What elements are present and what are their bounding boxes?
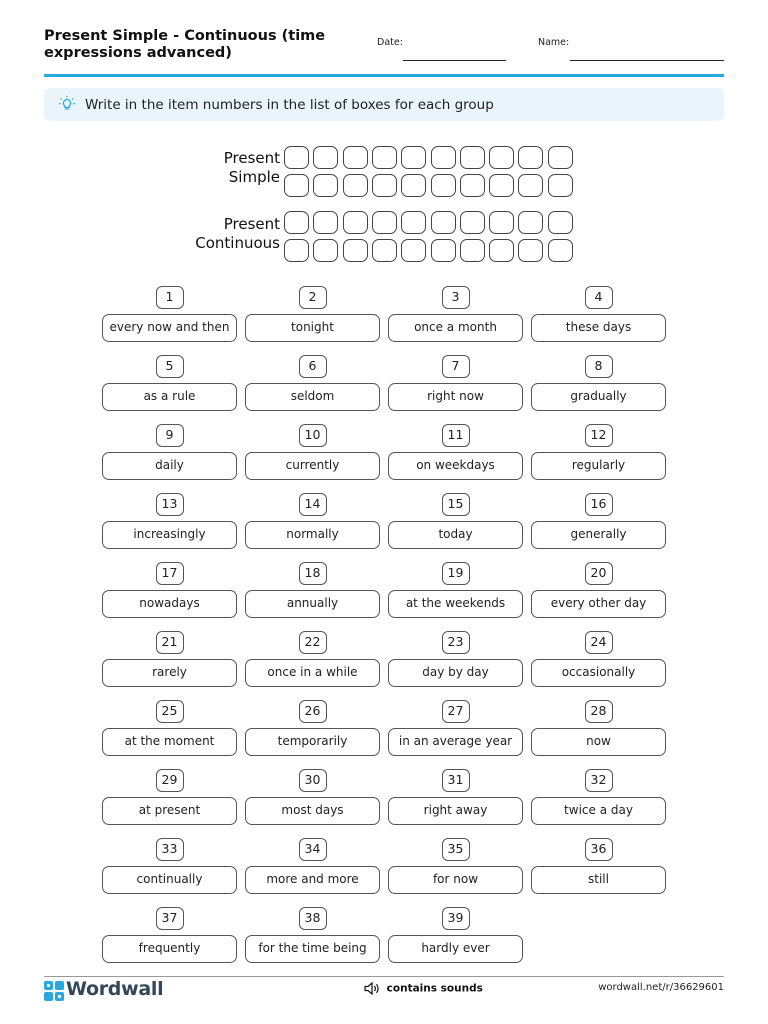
answer-box[interactable] xyxy=(401,174,426,197)
item-card[interactable]: daily xyxy=(102,452,237,480)
answer-box[interactable] xyxy=(460,239,485,262)
item-card[interactable]: for the time being xyxy=(245,935,380,963)
item-number: 18 xyxy=(299,562,327,585)
item-number: 7 xyxy=(442,355,470,378)
wordwall-logo xyxy=(44,978,164,1003)
item-number: 35 xyxy=(442,838,470,861)
item-card[interactable]: today xyxy=(388,521,523,549)
wordwall-logo-icon xyxy=(44,981,64,1001)
item-card[interactable]: currently xyxy=(245,452,380,480)
answer-box[interactable] xyxy=(313,211,338,234)
answer-box[interactable] xyxy=(401,239,426,262)
answer-box[interactable] xyxy=(518,174,543,197)
group-label-line2: Continuous xyxy=(195,234,280,252)
instruction-banner xyxy=(44,88,724,121)
item-number: 30 xyxy=(299,769,327,792)
answer-box[interactable] xyxy=(489,239,514,262)
group-label-present-continuous xyxy=(170,215,280,253)
item-card[interactable]: continually xyxy=(102,866,237,894)
date-label: Date: xyxy=(377,37,403,48)
answer-box[interactable] xyxy=(401,146,426,169)
answer-box[interactable] xyxy=(313,239,338,262)
item-card[interactable]: for now xyxy=(388,866,523,894)
answer-box[interactable] xyxy=(548,146,573,169)
group-label-line1: Present xyxy=(223,215,280,233)
item-number: 27 xyxy=(442,700,470,723)
item-card[interactable]: increasingly xyxy=(102,521,237,549)
item-number: 10 xyxy=(299,424,327,447)
answer-box[interactable] xyxy=(343,211,368,234)
answer-box[interactable] xyxy=(313,174,338,197)
answer-box[interactable] xyxy=(460,146,485,169)
name-label: Name: xyxy=(538,37,570,48)
item-card[interactable]: day by day xyxy=(388,659,523,687)
item-number: 2 xyxy=(299,286,327,309)
activity-url: wordwall.net/r/36629601 xyxy=(598,982,724,993)
item-card[interactable]: once in a while xyxy=(245,659,380,687)
answer-box[interactable] xyxy=(343,239,368,262)
item-card[interactable]: regularly xyxy=(531,452,666,480)
logo-text: Wordwall xyxy=(66,978,164,1000)
item-number: 28 xyxy=(585,700,613,723)
item-card[interactable]: more and more xyxy=(245,866,380,894)
answer-box[interactable] xyxy=(548,211,573,234)
item-card[interactable]: frequently xyxy=(102,935,237,963)
item-number: 5 xyxy=(156,355,184,378)
item-card[interactable]: at present xyxy=(102,797,237,825)
answer-box[interactable] xyxy=(431,239,456,262)
item-number: 31 xyxy=(442,769,470,792)
item-card[interactable]: right now xyxy=(388,383,523,411)
item-card[interactable]: nowadays xyxy=(102,590,237,618)
answer-box[interactable] xyxy=(284,174,309,197)
item-number: 1 xyxy=(156,286,184,309)
answer-box[interactable] xyxy=(372,239,397,262)
item-card[interactable]: rarely xyxy=(102,659,237,687)
item-card[interactable]: tonight xyxy=(245,314,380,342)
item-number: 15 xyxy=(442,493,470,516)
item-number: 26 xyxy=(299,700,327,723)
name-line xyxy=(570,60,724,61)
item-card[interactable]: occasionally xyxy=(531,659,666,687)
item-number: 34 xyxy=(299,838,327,861)
item-card[interactable]: normally xyxy=(245,521,380,549)
answer-box[interactable] xyxy=(518,146,543,169)
answer-box[interactable] xyxy=(372,146,397,169)
item-card[interactable]: now xyxy=(531,728,666,756)
lightbulb-icon xyxy=(58,95,76,113)
answer-box[interactable] xyxy=(431,211,456,234)
answer-box[interactable] xyxy=(372,211,397,234)
item-card[interactable]: gradually xyxy=(531,383,666,411)
item-card[interactable]: seldom xyxy=(245,383,380,411)
page-title: Present Simple - Continuous (time expressions advanced) xyxy=(44,28,326,61)
answer-box[interactable] xyxy=(313,146,338,169)
item-number: 4 xyxy=(585,286,613,309)
item-number: 6 xyxy=(299,355,327,378)
header-divider xyxy=(44,74,724,77)
answer-box[interactable] xyxy=(518,211,543,234)
item-card[interactable]: every other day xyxy=(531,590,666,618)
item-number: 19 xyxy=(442,562,470,585)
group-label-present-simple xyxy=(170,149,280,187)
answer-box[interactable] xyxy=(518,239,543,262)
answer-box[interactable] xyxy=(431,146,456,169)
item-card[interactable]: these days xyxy=(531,314,666,342)
item-number: 11 xyxy=(442,424,470,447)
item-number: 23 xyxy=(442,631,470,654)
item-number: 22 xyxy=(299,631,327,654)
answer-box[interactable] xyxy=(372,174,397,197)
item-card[interactable]: at the weekends xyxy=(388,590,523,618)
item-card[interactable]: every now and then xyxy=(102,314,237,342)
item-number: 16 xyxy=(585,493,613,516)
speaker-icon xyxy=(364,982,380,995)
answer-box[interactable] xyxy=(284,211,309,234)
contains-sounds-text: contains sounds xyxy=(386,982,483,995)
item-number: 8 xyxy=(585,355,613,378)
item-card[interactable]: most days xyxy=(245,797,380,825)
answer-box[interactable] xyxy=(401,211,426,234)
item-number: 21 xyxy=(156,631,184,654)
answer-box[interactable] xyxy=(431,174,456,197)
item-card[interactable]: annually xyxy=(245,590,380,618)
item-card[interactable]: right away xyxy=(388,797,523,825)
item-card[interactable]: temporarily xyxy=(245,728,380,756)
answer-box[interactable] xyxy=(548,239,573,262)
item-number: 12 xyxy=(585,424,613,447)
item-number: 13 xyxy=(156,493,184,516)
item-card[interactable]: on weekdays xyxy=(388,452,523,480)
answer-box[interactable] xyxy=(460,211,485,234)
item-number: 29 xyxy=(156,769,184,792)
answer-box[interactable] xyxy=(460,174,485,197)
group-label-line1: Present xyxy=(223,149,280,167)
item-card[interactable]: at the moment xyxy=(102,728,237,756)
item-number: 25 xyxy=(156,700,184,723)
answer-box[interactable] xyxy=(489,174,514,197)
item-number: 38 xyxy=(299,907,327,930)
item-card[interactable]: still xyxy=(531,866,666,894)
item-number: 36 xyxy=(585,838,613,861)
item-number: 32 xyxy=(585,769,613,792)
contains-sounds-note xyxy=(364,982,483,995)
item-number: 14 xyxy=(299,493,327,516)
item-number: 17 xyxy=(156,562,184,585)
item-number: 9 xyxy=(156,424,184,447)
item-number: 39 xyxy=(442,907,470,930)
item-number: 3 xyxy=(442,286,470,309)
item-card[interactable]: as a rule xyxy=(102,383,237,411)
item-card[interactable]: in an average year xyxy=(388,728,523,756)
answer-box[interactable] xyxy=(489,211,514,234)
footer-divider xyxy=(44,976,724,977)
answer-box[interactable] xyxy=(548,174,573,197)
group-label-line2: Simple xyxy=(228,168,280,186)
answer-box[interactable] xyxy=(489,146,514,169)
item-card[interactable]: once a month xyxy=(388,314,523,342)
item-number: 37 xyxy=(156,907,184,930)
item-card[interactable]: generally xyxy=(531,521,666,549)
instruction-text: Write in the item numbers in the list of boxes for each group xyxy=(85,97,494,113)
item-number: 20 xyxy=(585,562,613,585)
answer-box[interactable] xyxy=(343,174,368,197)
date-line xyxy=(403,60,506,61)
answer-box[interactable] xyxy=(284,146,309,169)
answer-box[interactable] xyxy=(343,146,368,169)
item-number: 33 xyxy=(156,838,184,861)
answer-box[interactable] xyxy=(284,239,309,262)
item-number: 24 xyxy=(585,631,613,654)
item-card[interactable]: hardly ever xyxy=(388,935,523,963)
item-card[interactable]: twice a day xyxy=(531,797,666,825)
